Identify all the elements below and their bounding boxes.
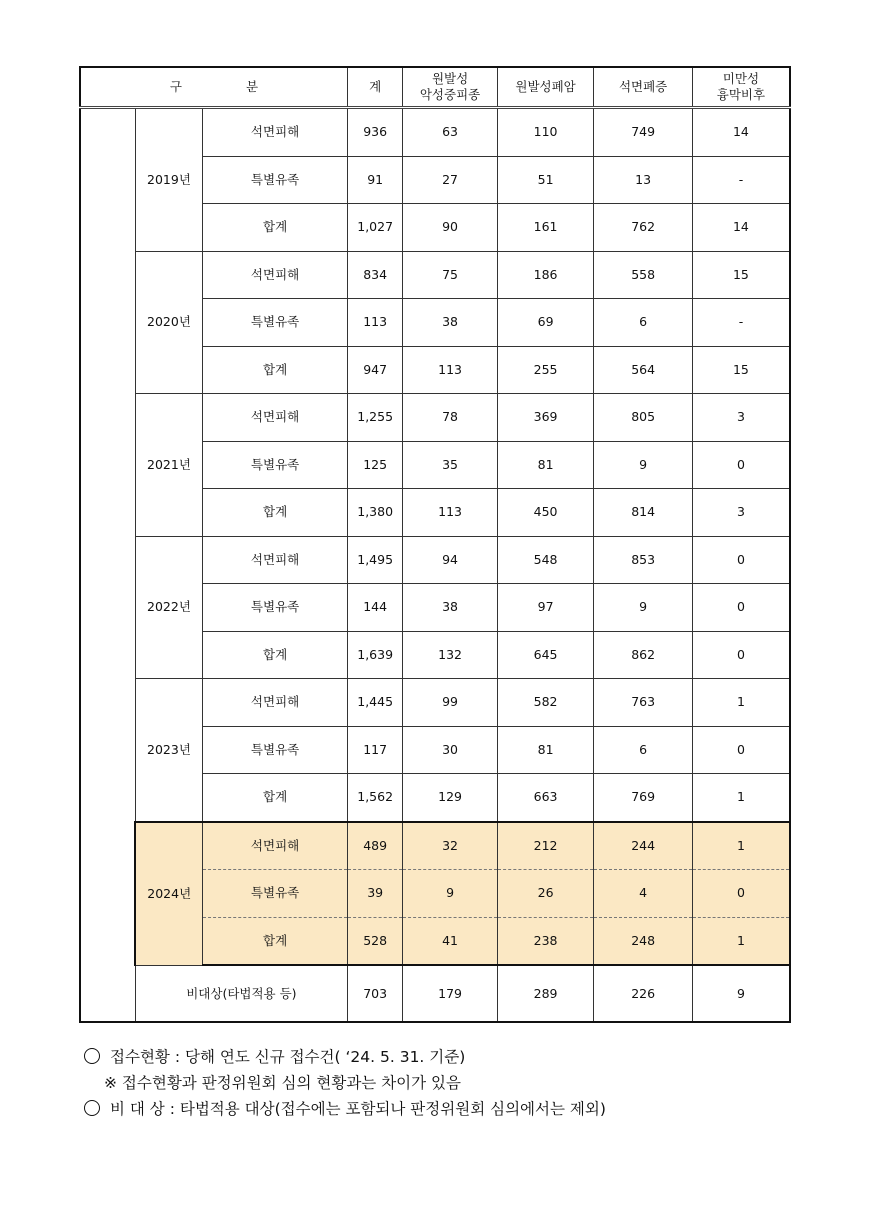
- category-label: 합계: [203, 774, 348, 822]
- value-cell: 125: [348, 441, 403, 489]
- value-cell: 814: [594, 489, 693, 537]
- table-row: [80, 679, 790, 727]
- value-cell: 369: [497, 394, 594, 442]
- value-cell: 244: [594, 822, 693, 870]
- value-cell: 749: [594, 108, 693, 157]
- header-asbestosis: 석면폐증: [594, 67, 693, 108]
- value-cell: 15: [692, 346, 790, 394]
- header-total: 계: [348, 67, 403, 108]
- value-cell: 769: [594, 774, 693, 822]
- value-cell: 1: [692, 679, 790, 727]
- asbestos-relief-table: [79, 66, 791, 1023]
- table-row: [80, 536, 790, 584]
- value-cell: 97: [497, 584, 594, 632]
- value-cell: 6: [594, 726, 693, 774]
- value-cell: 582: [497, 679, 594, 727]
- value-cell: 763: [594, 679, 693, 727]
- circle-bullet-icon: [84, 1100, 100, 1116]
- value-cell: 450: [497, 489, 594, 537]
- value-cell: 113: [403, 346, 498, 394]
- value-cell: 26: [497, 870, 594, 918]
- value-cell: 186: [497, 251, 594, 299]
- value-cell: 226: [594, 965, 693, 1022]
- value-cell: 51: [497, 156, 594, 204]
- header-lung-cancer: 원발성폐암: [497, 67, 594, 108]
- value-cell: 27: [403, 156, 498, 204]
- value-cell: 32: [403, 822, 498, 870]
- category-label: 특별유족: [203, 870, 348, 918]
- value-cell: 113: [348, 299, 403, 347]
- category-label: 특별유족: [203, 156, 348, 204]
- value-cell: 255: [497, 346, 594, 394]
- value-cell: 0: [692, 631, 790, 679]
- value-cell: 81: [497, 441, 594, 489]
- value-cell: 248: [594, 917, 693, 965]
- value-cell: -: [692, 299, 790, 347]
- year-cell: 2021년: [135, 394, 202, 537]
- value-cell: 834: [348, 251, 403, 299]
- value-cell: 113: [403, 489, 498, 537]
- value-cell: 75: [403, 251, 498, 299]
- table-row: [80, 108, 790, 157]
- category-label: 합계: [203, 489, 348, 537]
- non-target-label: 비대상(타법적용 등): [135, 965, 347, 1022]
- value-cell: 1,027: [348, 204, 403, 252]
- value-cell: 41: [403, 917, 498, 965]
- category-label: 특별유족: [203, 441, 348, 489]
- value-cell: 94: [403, 536, 498, 584]
- value-cell: 81: [497, 726, 594, 774]
- value-cell: 489: [348, 822, 403, 870]
- value-cell: 564: [594, 346, 693, 394]
- value-cell: 4: [594, 870, 693, 918]
- value-cell: 129: [403, 774, 498, 822]
- value-cell: 528: [348, 917, 403, 965]
- value-cell: 9: [692, 965, 790, 1022]
- header-pleural-thickening: 미만성 흉막비후: [692, 67, 790, 108]
- value-cell: 6: [594, 299, 693, 347]
- value-cell: 1: [692, 822, 790, 870]
- value-cell: 161: [497, 204, 594, 252]
- note-difference: ※ 접수현황과 판정위원회 심의 현황과는 차이가 있음: [104, 1074, 461, 1092]
- category-label: 합계: [203, 346, 348, 394]
- value-cell: 3: [692, 489, 790, 537]
- value-cell: -: [692, 156, 790, 204]
- value-cell: 30: [403, 726, 498, 774]
- value-cell: 38: [403, 299, 498, 347]
- header-row: [80, 67, 790, 108]
- table-row: [80, 251, 790, 299]
- year-cell: 2022년: [135, 536, 202, 679]
- table-row: [80, 822, 790, 870]
- value-cell: 38: [403, 584, 498, 632]
- value-cell: 69: [497, 299, 594, 347]
- value-cell: 63: [403, 108, 498, 157]
- value-cell: 645: [497, 631, 594, 679]
- category-label: 석면피해: [203, 679, 348, 727]
- value-cell: 15: [692, 251, 790, 299]
- year-cell: 2023년: [135, 679, 202, 822]
- category-label: 석면피해: [203, 822, 348, 870]
- year-cell: 2019년: [135, 108, 202, 252]
- value-cell: 212: [497, 822, 594, 870]
- value-cell: 762: [594, 204, 693, 252]
- value-cell: 99: [403, 679, 498, 727]
- value-cell: 1,445: [348, 679, 403, 727]
- category-label: 특별유족: [203, 726, 348, 774]
- footnotes: [84, 1044, 606, 1122]
- category-label: 합계: [203, 631, 348, 679]
- table-row: [80, 394, 790, 442]
- value-cell: 238: [497, 917, 594, 965]
- category-label: 석면피해: [203, 536, 348, 584]
- value-cell: 9: [594, 584, 693, 632]
- value-cell: 9: [403, 870, 498, 918]
- value-cell: 805: [594, 394, 693, 442]
- value-cell: 0: [692, 536, 790, 584]
- value-cell: 936: [348, 108, 403, 157]
- value-cell: 1: [692, 774, 790, 822]
- value-cell: 132: [403, 631, 498, 679]
- value-cell: 117: [348, 726, 403, 774]
- value-cell: 14: [692, 204, 790, 252]
- value-cell: 13: [594, 156, 693, 204]
- value-cell: 3: [692, 394, 790, 442]
- note-receipt: 접수현황 : 당해 연도 신규 접수건( ‘24. 5. 31. 기준): [84, 1044, 606, 1070]
- value-cell: 0: [692, 726, 790, 774]
- header-gubun: 구 분: [80, 67, 348, 108]
- value-cell: 110: [497, 108, 594, 157]
- value-cell: 1,495: [348, 536, 403, 584]
- note-non-target: 비 대 상 : 타법적용 대상(접수에는 포함되나 판정위원회 심의에서는 제외): [84, 1096, 606, 1122]
- circle-bullet-icon: [84, 1048, 100, 1064]
- category-label: 석면피해: [203, 108, 348, 157]
- value-cell: 179: [403, 965, 498, 1022]
- category-label: 특별유족: [203, 299, 348, 347]
- value-cell: 35: [403, 441, 498, 489]
- value-cell: 558: [594, 251, 693, 299]
- value-cell: 39: [348, 870, 403, 918]
- value-cell: 144: [348, 584, 403, 632]
- value-cell: 289: [497, 965, 594, 1022]
- value-cell: 703: [348, 965, 403, 1022]
- value-cell: 14: [692, 108, 790, 157]
- value-cell: 1,639: [348, 631, 403, 679]
- value-cell: 947: [348, 346, 403, 394]
- value-cell: 0: [692, 870, 790, 918]
- value-cell: 9: [594, 441, 693, 489]
- value-cell: 0: [692, 441, 790, 489]
- value-cell: 1: [692, 917, 790, 965]
- blank-spacer-cell: [80, 108, 135, 1023]
- value-cell: 0: [692, 584, 790, 632]
- category-label: 합계: [203, 204, 348, 252]
- value-cell: 663: [497, 774, 594, 822]
- category-label: 합계: [203, 917, 348, 965]
- header-mesothelioma: 원발성 악성중피종: [403, 67, 498, 108]
- value-cell: 91: [348, 156, 403, 204]
- value-cell: 548: [497, 536, 594, 584]
- value-cell: 1,255: [348, 394, 403, 442]
- category-label: 석면피해: [203, 251, 348, 299]
- value-cell: 90: [403, 204, 498, 252]
- year-cell: 2020년: [135, 251, 202, 394]
- category-label: 석면피해: [203, 394, 348, 442]
- value-cell: 862: [594, 631, 693, 679]
- value-cell: 853: [594, 536, 693, 584]
- non-target-row: [80, 965, 790, 1022]
- value-cell: 78: [403, 394, 498, 442]
- value-cell: 1,380: [348, 489, 403, 537]
- value-cell: 1,562: [348, 774, 403, 822]
- category-label: 특별유족: [203, 584, 348, 632]
- year-cell: 2024년: [135, 822, 202, 966]
